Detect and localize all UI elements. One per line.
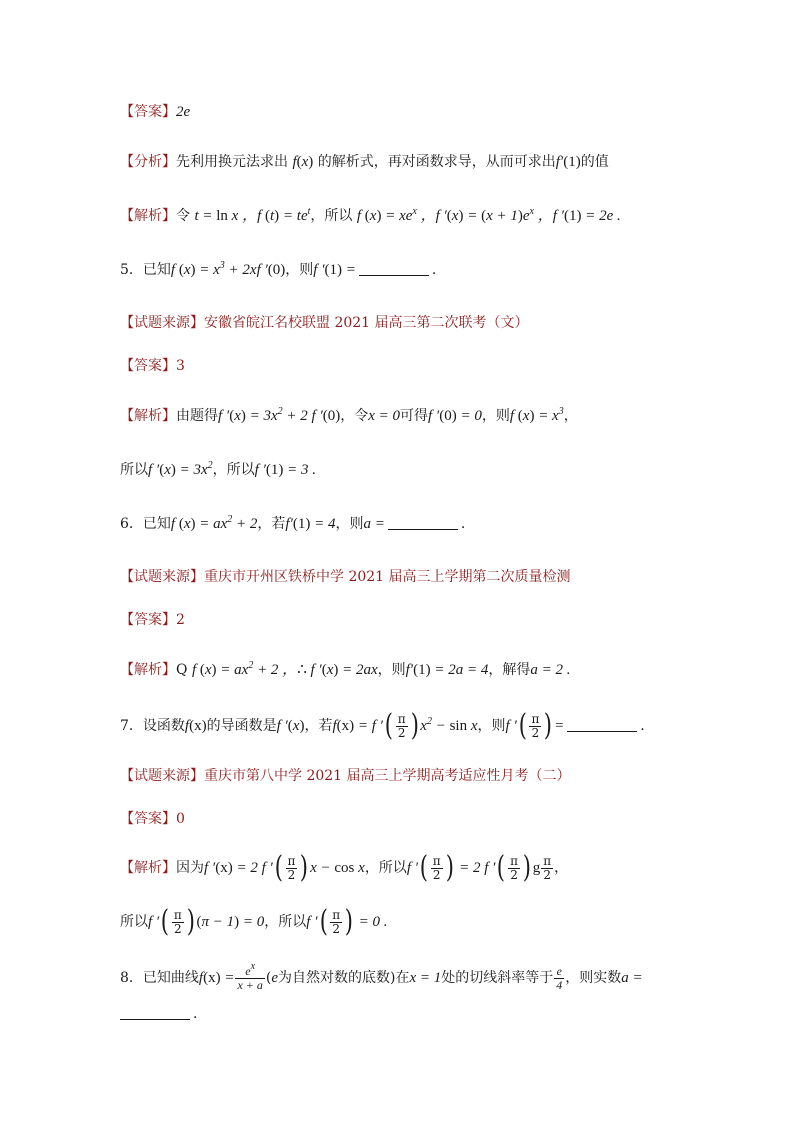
solution-line-7a: 【解析】因为f ′(x) = 2 f ′( $\frac{\pi}{2}$ ) x − cos x，所以f ′( $\frac{\pi}{2}$ ) = 2 f ′( $\frac{\pi}{2}$ ) g $\frac{\pi}{2}$ ，	[120, 850, 569, 885]
source-line-5	[120, 313, 720, 333]
question-7: 7．设函数f(x)的导函数是f ′(x)，若f(x) = f ′( $\frac{\pi}{2}$ ) $x^2 - \sin x$，则f ′( $\frac{\pi}{2}$ ) = .	[120, 708, 645, 743]
answer-line-6: 【答案】2	[120, 612, 185, 628]
source-label: 【试题来源】	[120, 315, 204, 331]
answer-label: 【答案】	[120, 104, 176, 120]
source-line-6: 【试题来源】重庆市开州区铁桥中学 2021 届高三上学期第二次质量检测	[120, 569, 571, 585]
answer-blank[interactable]	[388, 515, 458, 530]
solution-line-7b: 所以f ′( $\frac{\pi}{2}$ ) (π − 1) = 0，所以f ′( $\frac{\pi}{2}$ ) = 0 .	[120, 904, 388, 939]
question-number: 5．	[120, 262, 143, 278]
answer-line-5: 【答案】3	[120, 358, 185, 374]
answer-value: 2e	[176, 104, 191, 120]
answer-line-7: 【答案】0	[120, 811, 185, 827]
solution-label: 【解析】	[120, 208, 176, 224]
question-6: 6．已知f $(x) = ax^2 + 2$，若f′(1) = 4，则a = .	[120, 514, 466, 532]
solution-line-6: 【解析】Q f $(x) = ax^2 + 2$ ，∴ f ′(x) = 2ax，则f′(1) = 2a = 4，解得a = 2 .	[120, 660, 571, 678]
question-8-blank-line: .	[120, 1004, 720, 1024]
source-text: 安徽省皖江名校联盟 2021 届高三第二次联考（文）	[204, 315, 529, 331]
answer-blank[interactable]	[567, 717, 637, 732]
solution-line-5a: 【解析】由题得f $'(x) = 3x^2 + 2$ f ′(0)，令x = 0可得f ′(0) = 0，则f $(x) = x^3$，	[120, 406, 578, 424]
solution-line-4: 【解析】令 t = ln x ，f $(t) = te^t$，所以 f $(x) = xe^x$ ，f $'(x) = (x + 1)e^x$ ，f ′(1) = 2e .	[120, 206, 621, 224]
source-line-7: 【试题来源】重庆市第八中学 2021 届高三上学期高考适应性月考（二）	[120, 768, 571, 784]
question-8: 8．已知曲线f(x) = $\frac{e^x}{x + a}$ (e为自然对数的底数)在x = 1处的切线斜率等于 $\frac{e}{4}$ ，则实数a =	[120, 960, 643, 992]
answer-blank[interactable]	[120, 1005, 190, 1020]
answer-blank[interactable]	[359, 261, 429, 276]
analysis-line-4: 【分析】先利用换元法求出 f(x) 的解析式，再对函数求导，从而可求出f′(1)的值	[120, 154, 609, 170]
solution-line-5b: 所以f $'(x) = 3x^2$，所以f ′(1) = 3 .	[120, 460, 316, 478]
analysis-label: 【分析】	[120, 154, 176, 170]
answer-line-4	[120, 102, 720, 122]
question-5: 5．已知f $(x) = x^3 + 2xf$ ′(0)，则f ′(1) = .	[120, 260, 437, 278]
